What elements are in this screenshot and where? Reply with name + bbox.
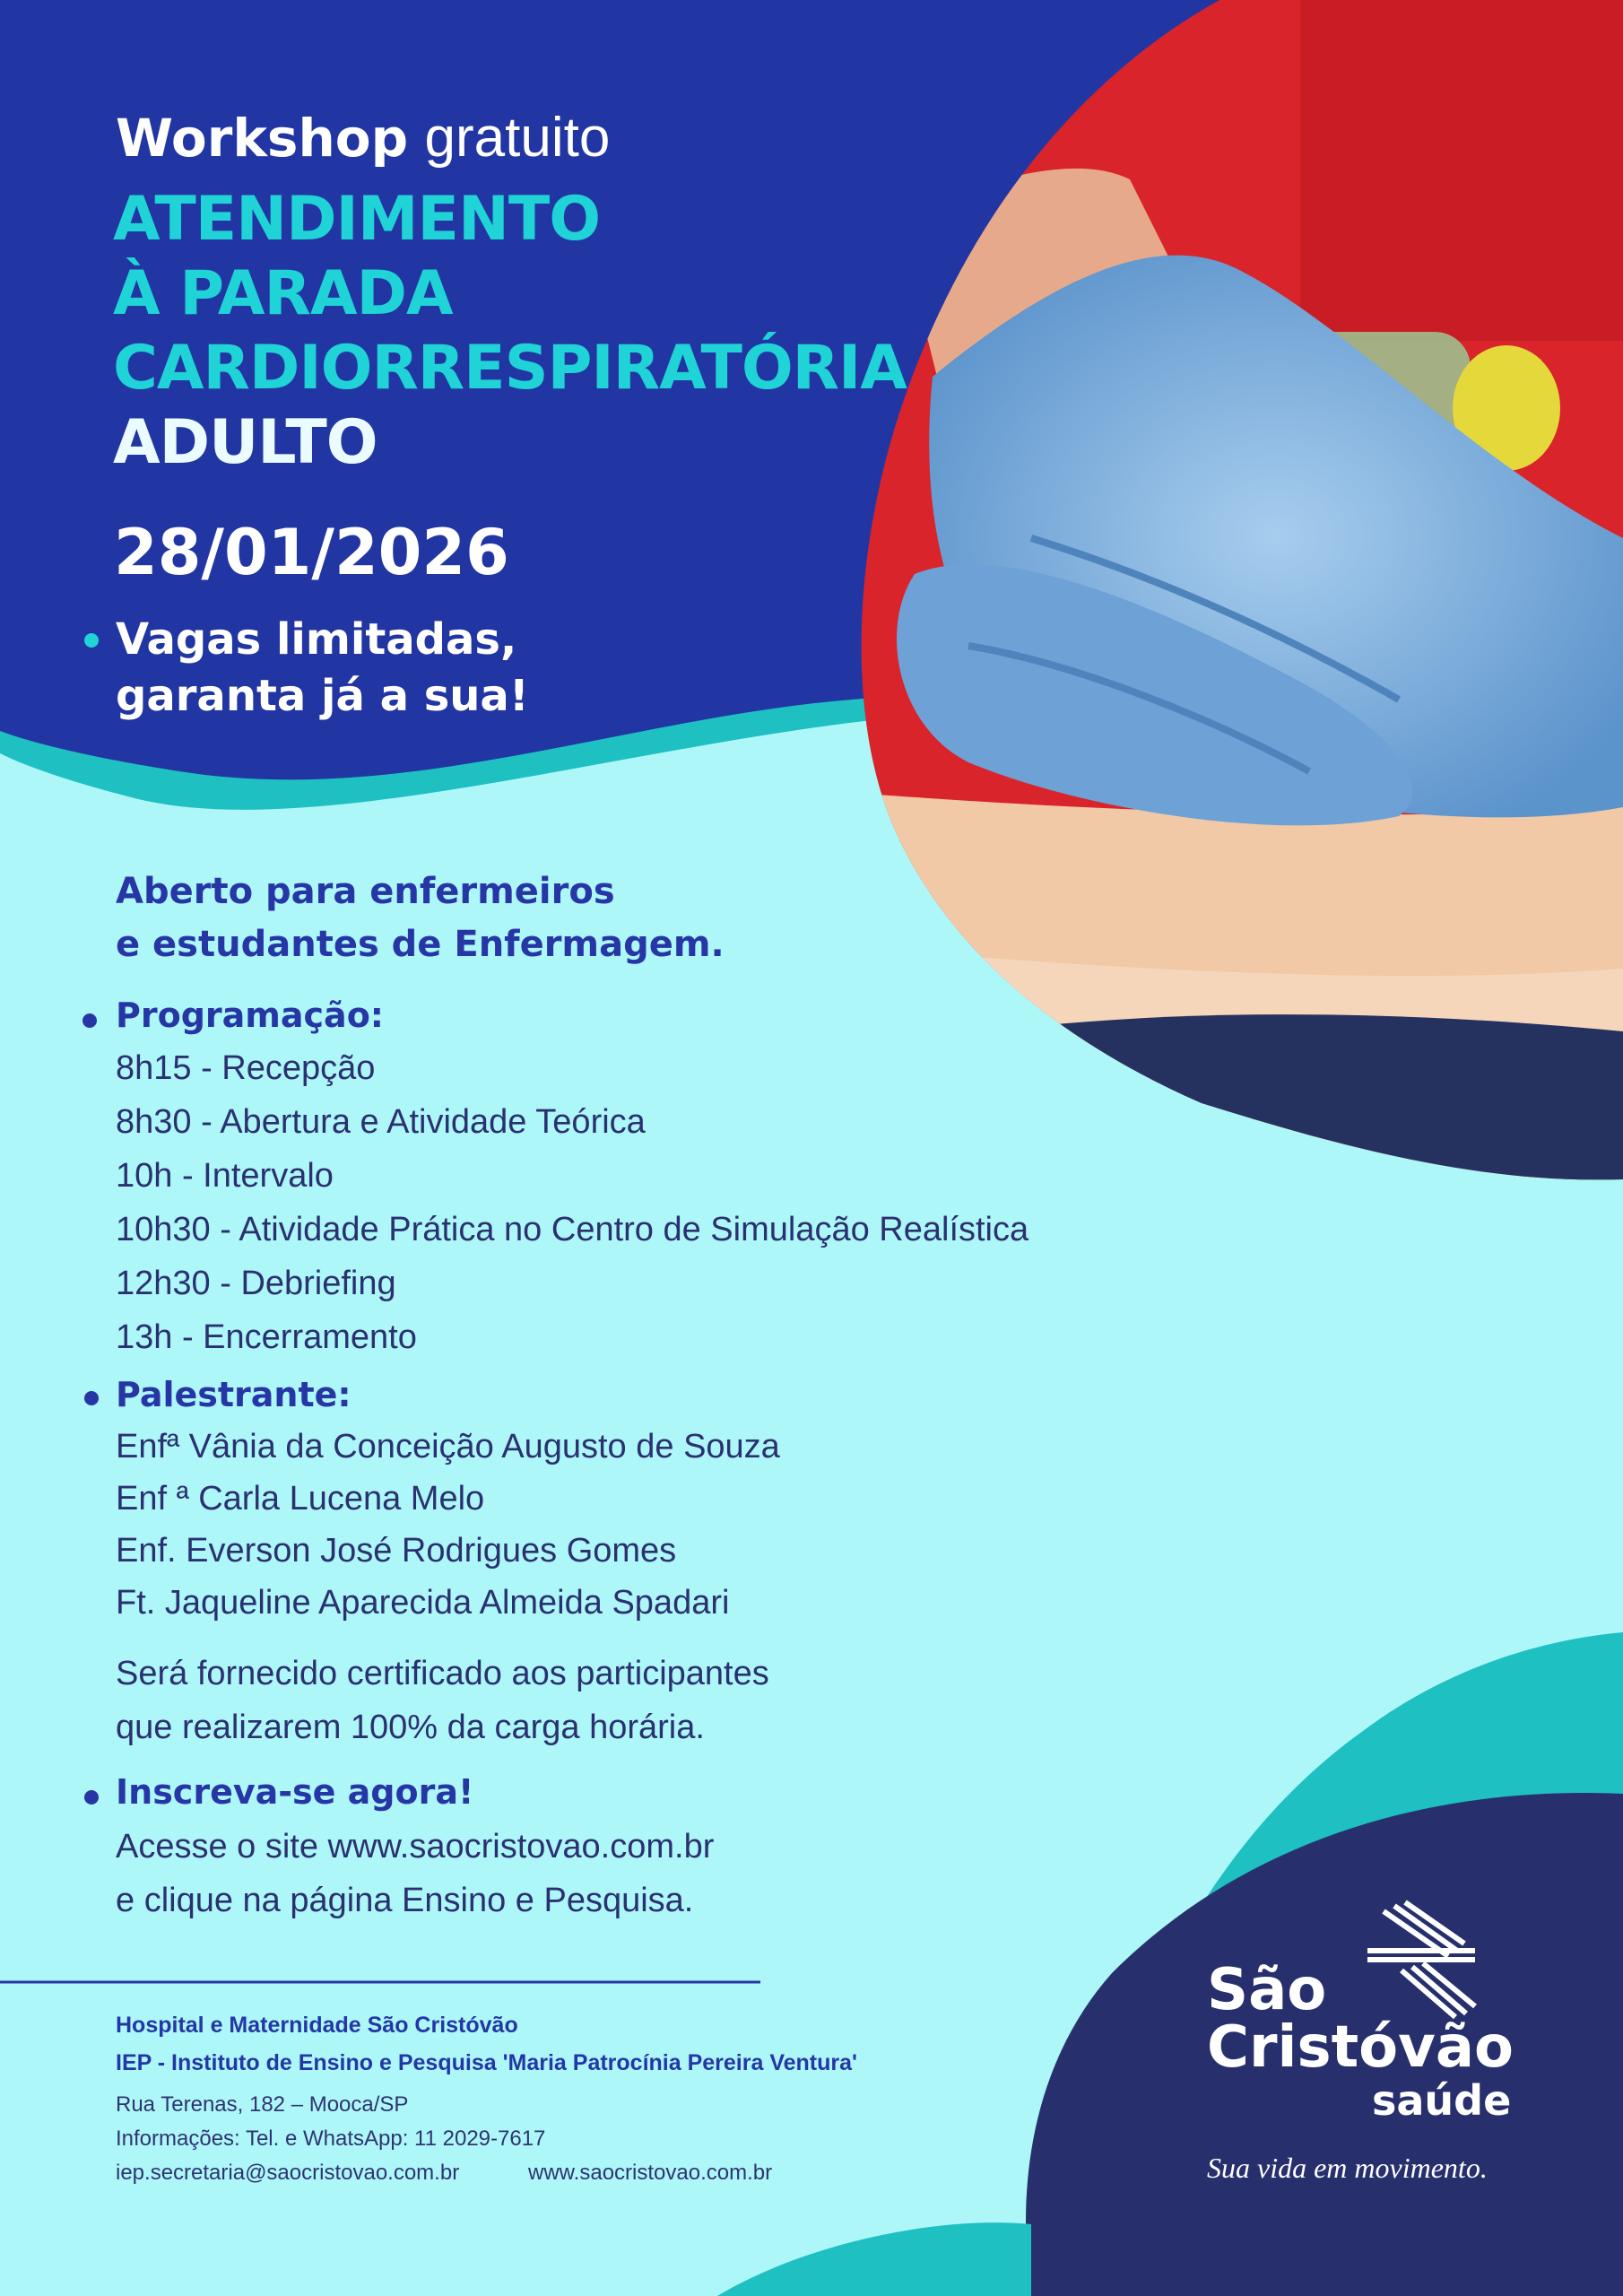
footer-phone: Informações: Tel. e WhatsApp: 11 2029-7617 <box>116 2126 546 2151</box>
speaker-name: Enfª Vânia da Conceição Augusto de Souza <box>116 1428 780 1465</box>
logo-text-line-2: Cristóvão <box>1207 2014 1514 2081</box>
vagas-bullet <box>84 633 99 648</box>
workshop-light: gratuito <box>424 107 611 169</box>
footer-address: Rua Terenas, 182 – Mooca/SP <box>116 2092 409 2117</box>
speaker-name: Enf. Everson José Rodrigues Gomes <box>116 1532 677 1570</box>
speaker-name: Enf ª Carla Lucena Melo <box>116 1480 485 1518</box>
sao-cristovao-logo <box>1202 1897 1578 2193</box>
audience-line-1: Aberto para enfermeiros <box>116 871 615 912</box>
audience <box>116 865 725 971</box>
palestrante-heading: Palestrante: <box>116 1375 352 1414</box>
schedule-item: 12h30 - Debriefing <box>116 1265 396 1302</box>
title-line-3: CARDIORRESPIRATÓRIA <box>113 333 907 404</box>
schedule-item: 10h30 - Atividade Prática no Centro de Simulação Realística <box>116 1211 1029 1248</box>
title-line-1: ATENDIMENTO <box>113 184 601 255</box>
logo-tagline: Sua vida em movimento. <box>1207 2152 1488 2184</box>
schedule-item: 8h30 - Abertura e Atividade Teórica <box>116 1103 646 1141</box>
schedule-item: 10h - Intervalo <box>116 1157 334 1195</box>
inscricao-bullet <box>84 1790 99 1805</box>
palestrante-bullet <box>84 1391 99 1405</box>
signup-line-1: Acesse o site www.saocristovao.com.br <box>116 1828 715 1866</box>
certificate-line-1: Será fornecido certificado aos participantes <box>116 1655 769 1692</box>
vagas-line-1: Vagas limitadas, <box>116 614 517 665</box>
programacao-bullet <box>82 1013 97 1028</box>
event-date: 28/01/2026 <box>114 516 509 589</box>
logo-text-line-1: São <box>1207 1957 1327 2023</box>
speaker-name: Ft. Jaqueline Aparecida Almeida Spadari <box>116 1584 730 1622</box>
programacao-heading: Programação: <box>116 996 384 1035</box>
certificate-line-2: que realizarem 100% da carga horária. <box>116 1709 705 1746</box>
logo-text-line-3: saúde <box>1372 2076 1512 2125</box>
workshop-label <box>116 106 610 170</box>
title-line-4: ADULTO <box>113 407 378 478</box>
vagas-text <box>116 612 529 725</box>
signup-line-2: e clique na página Ensino e Pesquisa. <box>116 1882 694 1919</box>
logo-emblem-icon <box>1358 1897 1484 2022</box>
footer-website[interactable]: www.saocristovao.com.br <box>528 2161 773 2185</box>
footer-email[interactable]: iep.secretaria@saocristovao.com.br <box>116 2161 460 2185</box>
vagas-line-2: garanta já a sua! <box>116 671 529 721</box>
title-line-2: À PARADA <box>113 258 453 329</box>
signup-heading: Inscreva-se agora! <box>116 1772 474 1812</box>
workshop-bold: Workshop <box>116 108 409 169</box>
footer-org-2: IEP - Instituto de Ensino e Pesquisa 'Maria Patrocínia Pereira Ventura' <box>116 2050 857 2075</box>
page-title <box>113 182 907 480</box>
schedule-item: 8h15 - Recepção <box>116 1049 376 1087</box>
footer-org-1: Hospital e Maternidade São Cristóvão <box>116 2013 518 2038</box>
audience-line-2: e estudantes de Enfermagem. <box>116 924 725 965</box>
schedule-item: 13h - Encerramento <box>116 1318 417 1356</box>
